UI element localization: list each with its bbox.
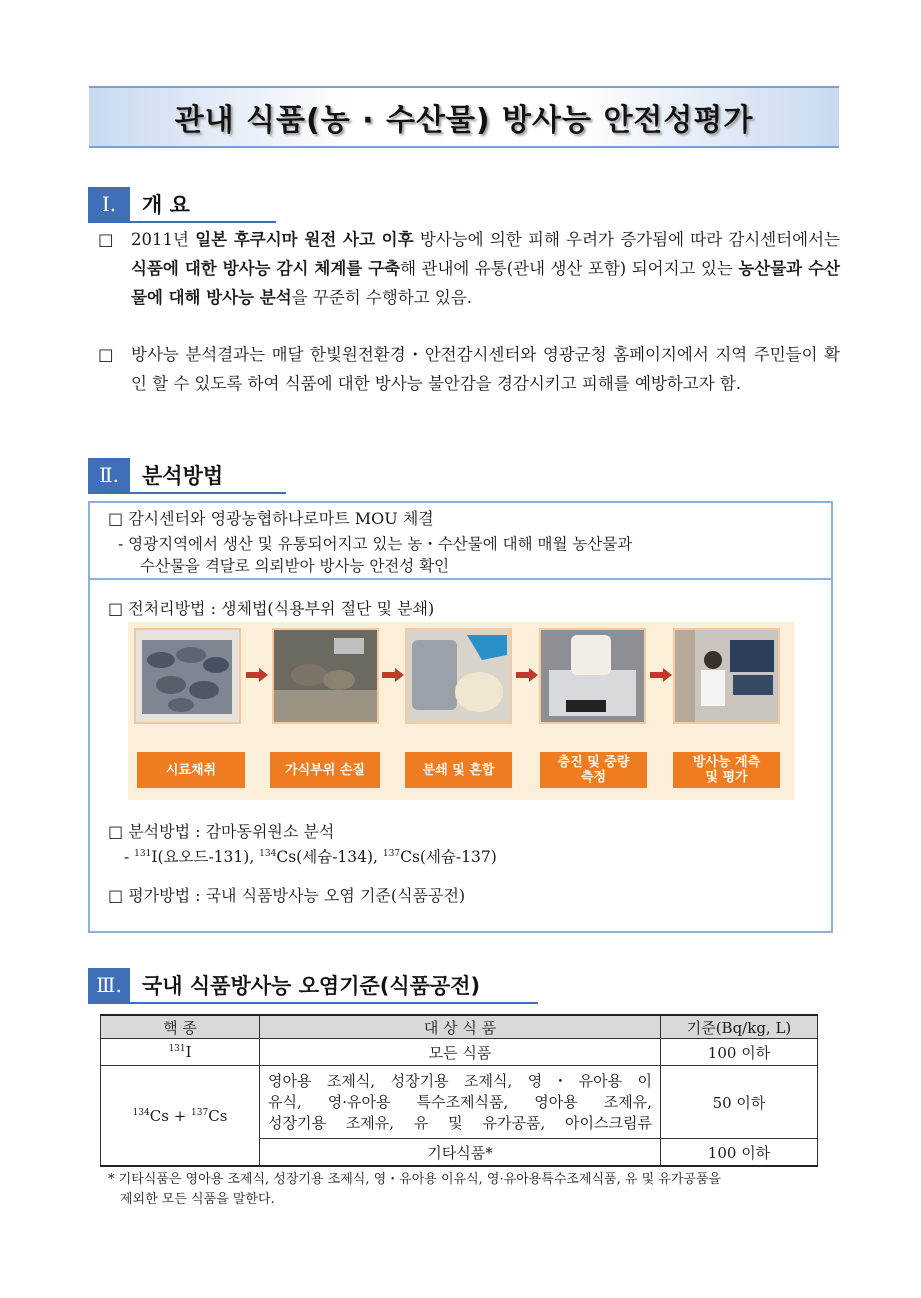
document-title-banner	[89, 86, 839, 148]
section-heading-standard	[88, 968, 480, 1002]
checkbox-bullet: □	[98, 345, 114, 364]
section-title: 분석방법	[142, 464, 224, 488]
table-row	[101, 1066, 818, 1139]
overview-paragraph-2: □ 방사능 분석결과는 매달 한빛원전환경・안전감시센터와 영광군청 홈페이지에서 지역 주민들이 확인 할 수 있도록 하여 식품에 대한 방사능 불안감을 경감시키고 피해를 예방하고자 함.	[98, 340, 840, 398]
food-cell: 기타식품*	[260, 1139, 661, 1167]
section-title: 국내 식품방사능 오염기준(식품공전)	[142, 974, 481, 998]
section-number: Ⅱ.	[88, 458, 130, 492]
limit-cell: 100 이하	[661, 1139, 818, 1167]
mou-heading: □ 감시센터와 영광농협하나로마트 MOU 체결	[108, 509, 434, 528]
crab-trimming-photo	[272, 628, 379, 724]
section-number: Ⅰ.	[88, 187, 130, 221]
section-underline	[88, 492, 286, 494]
column-header-nuclide: 핵 종	[101, 1015, 260, 1039]
evaluation-heading: □ 평가방법 : 국내 식품방사능 오염 기준(식품공전)	[108, 886, 466, 905]
limit-cell: 50 이하	[661, 1066, 818, 1139]
process-step-4: 충진 및 중량 측정	[540, 752, 647, 788]
pretreatment-heading: □ 전처리방법 : 생체법(식용부위 절단 및 분쇄)	[108, 599, 435, 618]
process-step-2: 가식부위 손질	[270, 752, 380, 788]
process-step-3: 분쇄 및 혼합	[405, 752, 512, 788]
method-frame-divider	[88, 578, 833, 580]
nuclide-list: - $^{131}$I(요오드-131), $^{134}$Cs(세슘-134), $^{137}$Cs(세슘-137)	[124, 848, 497, 866]
weighing-scale-photo	[539, 628, 646, 724]
mou-detail-line-2: 수산물을 격달로 의뢰받아 방사능 안전성 확인	[140, 557, 450, 575]
section-underline	[88, 1002, 538, 1004]
food-cell: 영아용 조제식, 성장기용 조제식, 영・유아용 이 유식, 영·유아용 특수조제식품, 영아용 조제유, 성장기용 조제유, 유 및 유가공품, 아이스크림류	[260, 1066, 661, 1139]
column-header-food: 대 상 식 품	[260, 1015, 661, 1039]
table-row	[101, 1039, 818, 1066]
section-number: Ⅲ.	[88, 968, 130, 1002]
column-header-limit: 기준(Bq/kg, L)	[661, 1015, 818, 1039]
section-heading-method	[88, 458, 223, 492]
document-title: 관내 식품(농 · 수산물) 방사능 안전성평가	[174, 103, 754, 138]
section-heading-overview	[88, 187, 190, 221]
footnote: * 기타식품은 영아용 조제식, 성장기용 조제식, 영・유아용 이유식, 영·유아용특수조제식품, 유 및 유가공품을 제외한 모든 식품을 말한다.	[108, 1172, 722, 1207]
radiation-measurement-photo	[673, 628, 780, 724]
mou-detail-line-1: - 영광지역에서 생산 및 유통되어지고 있는 농・수산물에 대해 매월 농산물과	[118, 535, 633, 553]
checkbox-bullet: □	[98, 230, 114, 249]
process-step-1: 시료채취	[137, 752, 245, 788]
section-title: 개 요	[142, 193, 190, 217]
contamination-standard-table	[100, 1014, 818, 1167]
food-cell: 모든 식품	[260, 1039, 661, 1066]
crab-sample-photo	[134, 628, 241, 724]
table-header-row	[101, 1015, 818, 1039]
nuclide-cell: $^{134}$Cs + $^{137}$Cs	[101, 1066, 260, 1167]
blender-mixing-photo	[405, 628, 512, 724]
analysis-heading: □ 분석방법 : 감마동위원소 분석	[108, 822, 335, 841]
overview-paragraph-1: □ 2011년 일본 후쿠시마 원전 사고 이후 방사능에 의한 피해 우려가 증가됨에 따라 감시센터에서는 식품에 대한 방사능 감시 체계를 구축해 관내에 유통(관내 생산 포함) 되어지고 있는 농산물과 수산물에 대해 방사능 분석을 꾸준히 수행하고 있음.	[98, 225, 840, 312]
limit-cell: 100 이하	[661, 1039, 818, 1066]
nuclide-cell: $^{131}$I	[101, 1039, 260, 1066]
process-step-5: 방사능 계측 및 평가	[673, 752, 780, 788]
section-underline	[88, 221, 276, 223]
